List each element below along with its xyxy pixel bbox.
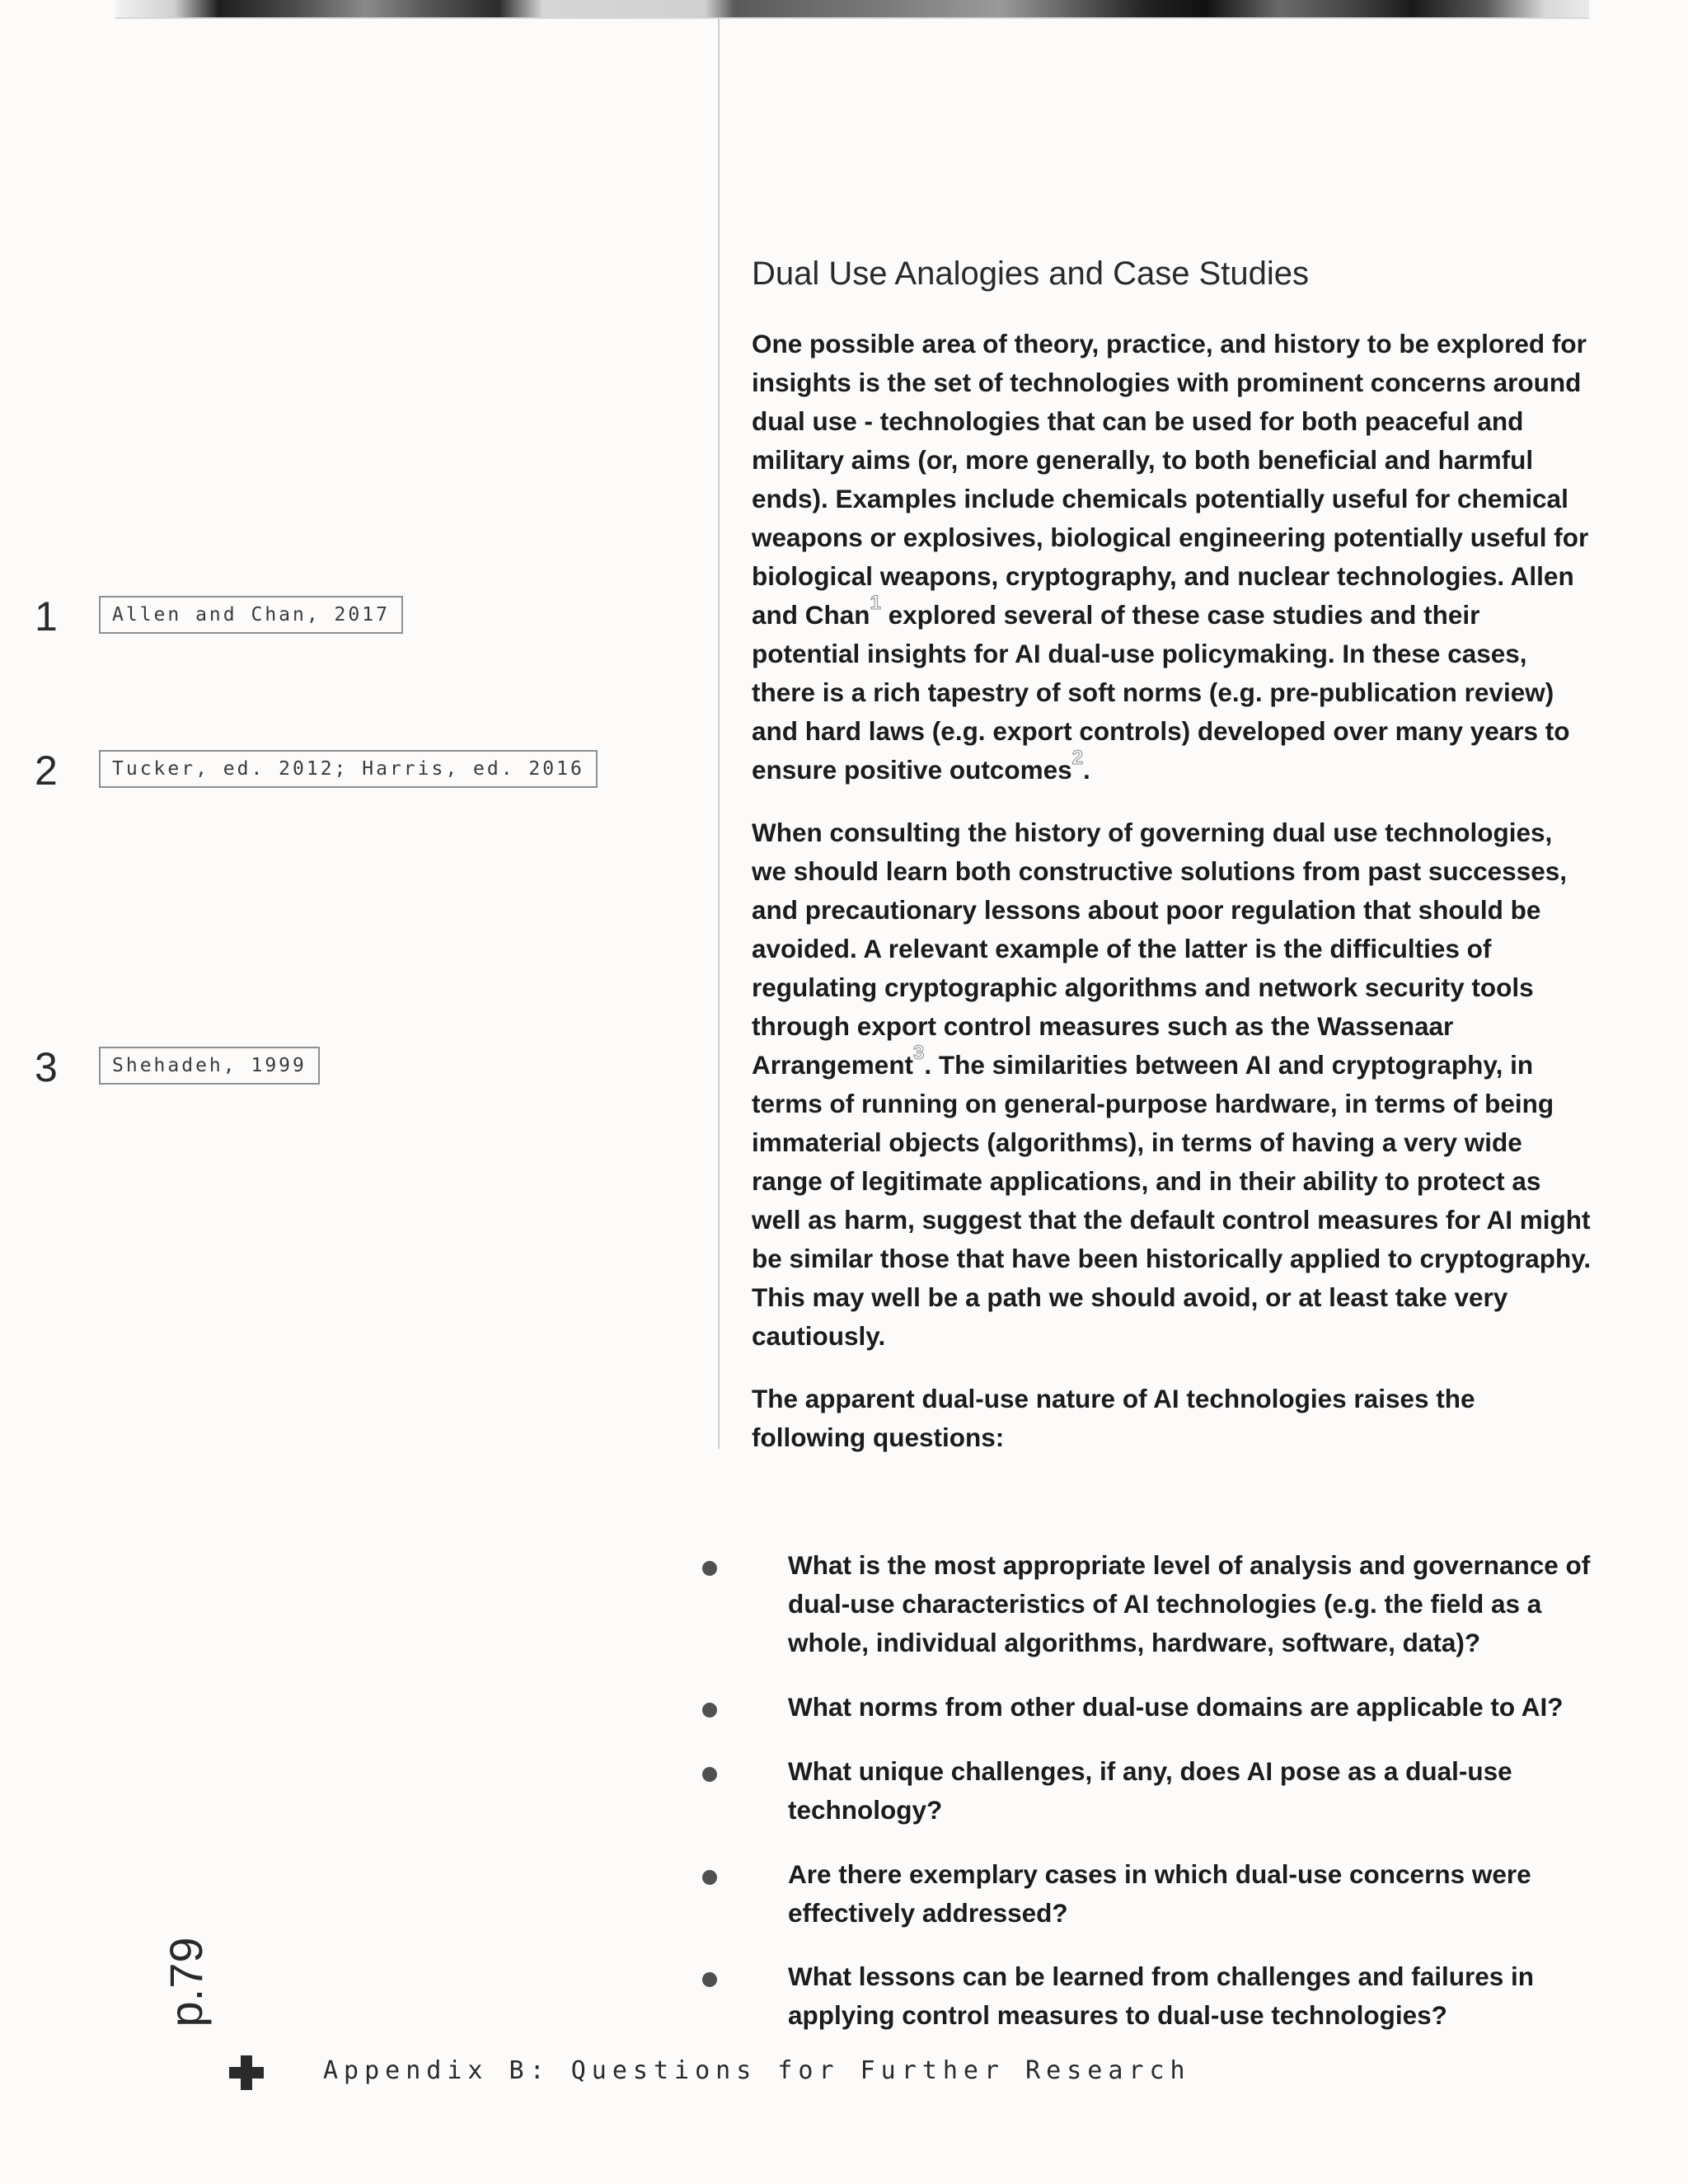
top-divider [115,17,1589,19]
footnote-citation-3: Shehadeh, 1999 [99,1047,320,1085]
footnote-number-3: 3 [35,1044,58,1090]
bullet-icon [702,1703,717,1718]
paragraph-2-text-b: . The similarities between AI and cryptography, in terms of running on general-purpose hardware, in terms of being immaterial objects (algorithms), in terms of having a very wide range of legitimate applications, and in their ability to protect as well as harm, suggest that the default control measures for AI might be similar those that have been historically applied to cryptography. This may well be a path we should avoid, or at least take very cautiously. [752,1050,1592,1351]
footnote-ref-2[interactable]: 2 [1071,747,1083,769]
paragraph-3: The apparent dual-use nature of AI technologies raises the following questions: [752,1384,1475,1452]
bullet-icon [702,1767,717,1782]
paragraph-1-text-a: One possible area of theory, practice, and history to be explored for insights is the set of technologies with prominent concerns around dual use - technologies that can be used for both peaceful and military aims (or, more generally, to both beneficial and harmful ends). Examples include chemicals potentially useful for chemical weapons or explosives, biological engineering potentially useful for biological weapons, cryptography, and nuclear technologies. Allen and Chan [752,329,1589,630]
footnote-citation-1: Allen and Chan, 2017 [99,596,403,634]
footnote-ref-3[interactable]: 3 [913,1042,925,1064]
top-gradient-bar [115,0,1589,18]
footnote-ref-1[interactable]: 1 [870,592,881,614]
paragraph-2 [752,813,1592,1356]
footnote-number-2: 2 [35,748,58,794]
bullet-icon [702,1870,717,1885]
footnote-number-1: 1 [35,593,58,640]
question-text: What is the most appropriate level of analysis and governance of dual-use characteristics of AI technologies (e.g. the field as a whole, individual algorithms, hardware, software, data)? [788,1550,1591,1657]
column-divider [718,18,720,1449]
paragraph-1 [752,325,1592,790]
section-title: Dual Use Analogies and Case Studies [752,255,1309,292]
paragraph-1-text-b: explored several of these case studies and their potential insights for AI dual-use policymaking. In these cases, there is a rich tapestry of soft norms (e.g. pre-publication review) and hard laws (e.g. export controls) developed over many years to ensure positive outcomes [752,600,1570,785]
question-text: Are there exemplary cases in which dual-use concerns were effectively addressed? [788,1859,1531,1928]
footnote-citation-2: Tucker, ed. 2012; Harris, ed. 2016 [99,750,598,788]
bullet-icon [702,1972,717,1987]
footer-section-label: Appendix B: Questions for Further Research [323,2056,1191,2085]
paragraph-2-text-a: When consulting the history of governing dual use technologies, we should learn both constructive solutions from past successes, and precautionary lessons about poor regulation that should be avoided. A relevant example of the latter is the difficulties of regulating cryptographic algorithms and network security tools through export control measures such as the Wassenaar Arrangement [752,818,1567,1080]
plus-icon [229,2055,264,2090]
bullet-icon [702,1561,717,1576]
question-text: What norms from other dual-use domains are applicable to AI? [788,1692,1564,1722]
question-text: What lessons can be learned from challenges and failures in applying control measures to dual-use technologies? [788,1961,1535,2030]
page-number: p.79 [159,1937,212,2027]
question-text: What unique challenges, if any, does AI pose as a dual-use technology? [788,1756,1512,1825]
paragraph-1-text-c: . [1082,755,1090,785]
